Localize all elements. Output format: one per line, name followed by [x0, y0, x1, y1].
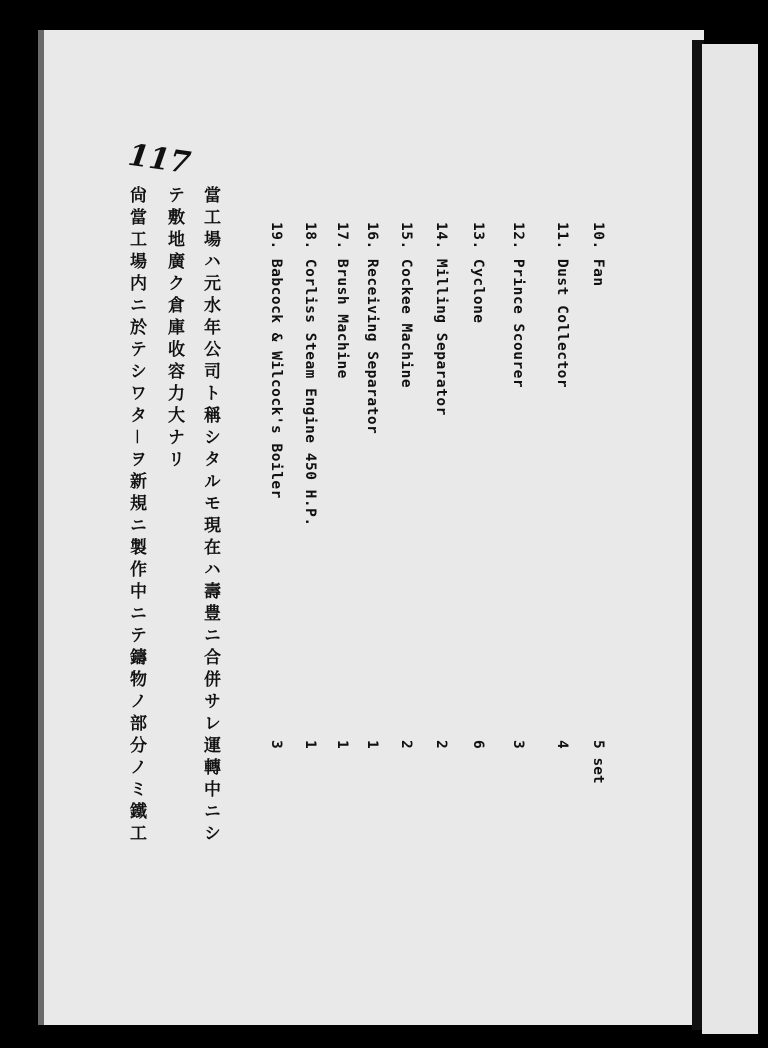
item-label-13: 13. Cyclone [470, 222, 486, 324]
item-qty-14: 2 [433, 740, 449, 749]
item-qty-17: 1 [334, 740, 350, 749]
adjacent-page-edge [702, 44, 758, 1034]
item-qty-12: 3 [510, 740, 526, 749]
page-number: 117 [125, 137, 193, 182]
item-label-10: 10. Fan [590, 222, 606, 287]
note-line-1: 當工場ハ元水年公司ト稱シタルモ現在ハ壽豊ニ合併サレ運轉中ニシ [200, 186, 220, 846]
item-label-16: 16. Receiving Separator [364, 222, 380, 435]
item-label-15: 15. Cockee Machine [398, 222, 414, 389]
item-qty-16: 1 [364, 740, 380, 749]
item-label-19: 19. Babcock & Wilcock's Boiler [268, 222, 284, 499]
item-label-12: 12. Prince Scourer [510, 222, 526, 389]
item-qty-18: 1 [302, 740, 318, 749]
item-qty-10: 5 set [590, 740, 606, 784]
item-label-17: 17. Brush Machine [334, 222, 350, 379]
item-qty-11: 4 [554, 740, 570, 749]
item-qty-15: 2 [398, 740, 414, 749]
note-line-2: テ敷地廣ク倉庫收容力大ナリ [164, 186, 184, 472]
item-qty-19: 3 [268, 740, 284, 749]
item-label-11: 11. Dust Collector [554, 222, 570, 389]
item-label-14: 14. Milling Separator [433, 222, 449, 416]
note-line-3: 尙當工場内ニ於テシワタ－ヲ新規ニ製作中ニテ鑄物ノ部分ノミ鐵工 [126, 186, 146, 846]
item-qty-13: 6 [470, 740, 486, 749]
item-label-18: 18. Corliss Steam Engine 450 H.P. [302, 222, 318, 527]
